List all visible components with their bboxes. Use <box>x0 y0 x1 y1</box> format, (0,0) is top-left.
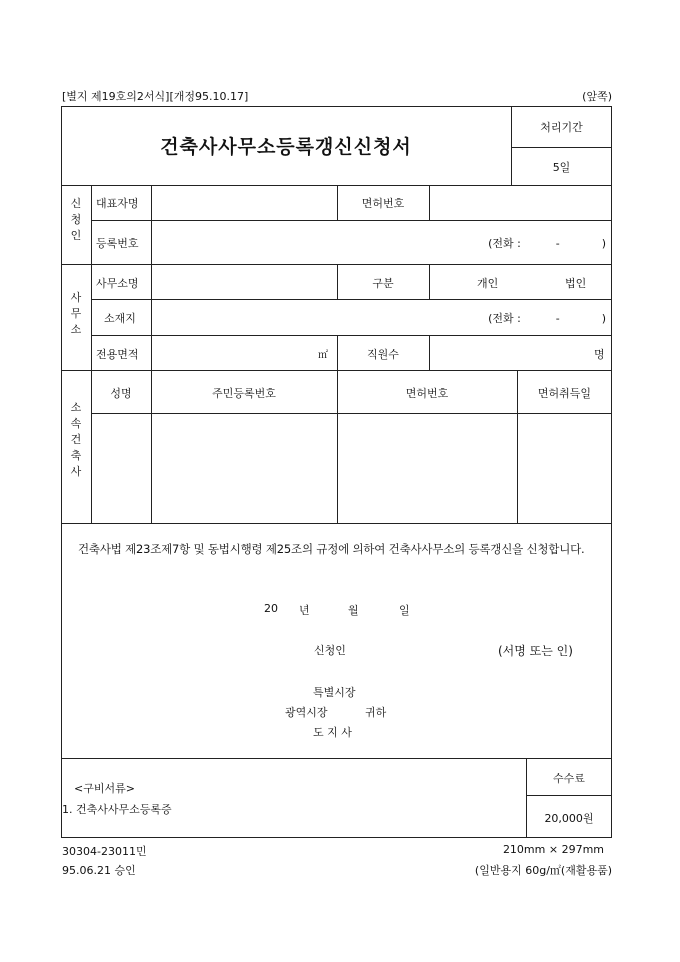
required-doc-item-1: 1. 건축사사무소등록증 <box>62 803 172 816</box>
col-license-no-header: 면허번호 <box>405 387 449 400</box>
sign-or-seal-label: (서명 또는 인) <box>498 644 573 658</box>
office-name-field[interactable] <box>152 265 336 298</box>
architect-name-cell[interactable] <box>92 414 150 522</box>
staff-count-unit: 명 <box>594 348 605 361</box>
area-field[interactable] <box>152 336 336 369</box>
authority-metro-city: 광역시장 <box>285 706 328 719</box>
form-title: 건축사사무소등록갱신신청서 <box>160 136 412 158</box>
license-no-label: 면허번호 <box>361 197 405 210</box>
reg-no-label: 등록번호 <box>96 237 139 250</box>
date-year-prefix: 20 <box>264 602 278 615</box>
office-type-individual[interactable]: 개인 <box>477 277 499 290</box>
architect-resident-no-cell[interactable] <box>152 414 336 522</box>
paper-size: 210mm × 297mm <box>502 843 604 856</box>
license-no-field[interactable] <box>430 186 611 219</box>
processing-period-value: 5일 <box>552 161 571 174</box>
required-docs-title: <구비서류> <box>74 782 135 795</box>
date-year-unit: 년 <box>299 604 310 617</box>
architects-section-label: 소 속 건 축 사 <box>70 401 82 478</box>
staff-count-field[interactable] <box>430 336 611 369</box>
form-reference: [별지 제19호의2서식][개정95.10.17] <box>62 90 249 103</box>
staff-count-label: 직원수 <box>367 348 399 361</box>
fee-label: 수수료 <box>553 772 585 785</box>
area-label: 전용면적 <box>96 348 139 361</box>
applicant-signature-label: 신청인 <box>314 644 346 657</box>
office-section-label: 사 무 소 <box>70 291 82 336</box>
office-name-label: 사무소명 <box>96 277 139 290</box>
office-type-label: 구분 <box>372 277 394 290</box>
address-label: 소재지 <box>104 312 136 325</box>
area-unit: ㎡ <box>318 350 328 361</box>
authority-special-city: 특별시장 <box>313 686 356 699</box>
form-code: 30304-23011민 <box>62 845 147 858</box>
date-day-unit: 일 <box>399 604 410 617</box>
office-phone: (전화 : - ) <box>488 312 606 325</box>
rep-name-label: 대표자명 <box>96 197 139 210</box>
office-type-corporate[interactable]: 법인 <box>565 277 587 290</box>
rep-name-field[interactable] <box>152 186 336 219</box>
applicant-section-label: 신 청 인 <box>70 197 82 242</box>
col-name-header: 성명 <box>110 387 132 400</box>
col-license-date-header: 면허취득일 <box>537 387 592 400</box>
approval-date: 95.06.21 승인 <box>62 864 136 877</box>
authority-province: 도 지 사 <box>313 726 352 739</box>
paper-type: (일반용지 60g/㎡(재활용품) <box>474 864 612 877</box>
honorific-label: 귀하 <box>365 706 387 719</box>
applicant-phone: (전화 : - ) <box>488 237 606 250</box>
page-side-label: (앞쪽) <box>582 90 612 103</box>
architect-license-date-cell[interactable] <box>518 414 611 522</box>
date-month-unit: 월 <box>348 604 359 617</box>
fee-value: 20,000원 <box>544 812 594 825</box>
architect-license-no-cell[interactable] <box>338 414 516 522</box>
processing-period-label: 처리기간 <box>540 121 583 134</box>
statement-text: 건축사법 제23조제7항 및 동법시행령 제25조의 규정에 의하여 건축사사무소의 등록갱신을 신청합니다. <box>78 542 585 556</box>
col-resident-no-header: 주민등록번호 <box>212 387 276 400</box>
